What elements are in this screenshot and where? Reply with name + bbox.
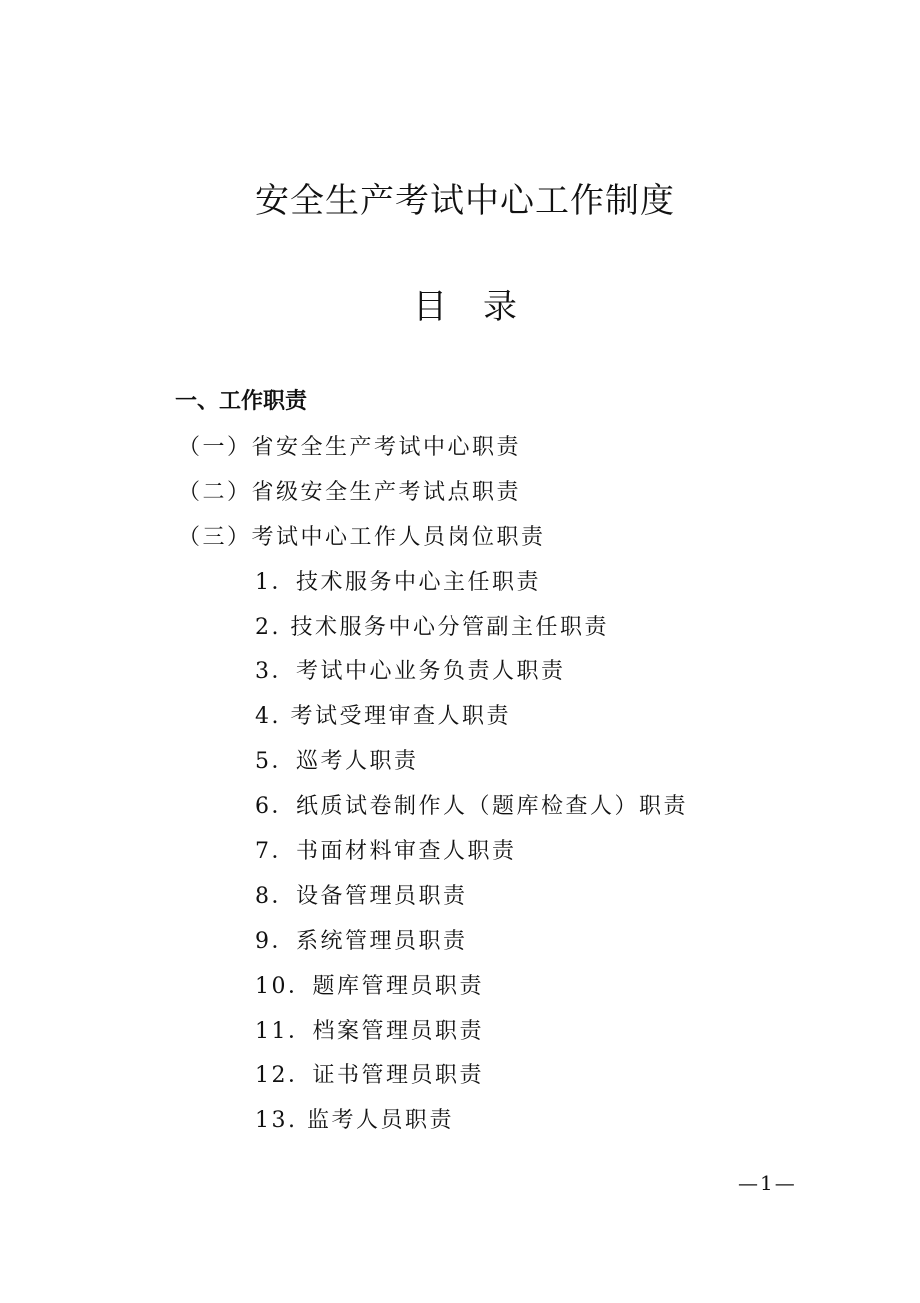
toc-item: （一）省安全生产考试中心职责 (178, 435, 522, 460)
toc-item: 4. 考试受理审查人职责 (255, 704, 511, 730)
toc-item: （三）考试中心工作人员岗位职责 (178, 524, 546, 550)
page-number: —1— (738, 1171, 797, 1195)
toc-item: 5．巡考人职责 (255, 749, 419, 775)
toc-item: 12．证书管理员职责 (255, 1063, 484, 1089)
toc-item: 13. 监考人员职责 (255, 1108, 454, 1134)
toc-title-char-1: 目 (413, 287, 447, 327)
toc-item: 6．纸质试卷制作人（题库检查人）职责 (255, 794, 688, 820)
toc-item: （二）省级安全生产考试点职责 (178, 479, 522, 505)
toc-item: 8．设备管理员职责 (255, 883, 468, 909)
toc-title (0, 282, 920, 332)
toc-list (0, 428, 920, 1146)
toc-item: 9．系统管理员职责 (255, 928, 468, 954)
toc-item: 11．档案管理员职责 (255, 1018, 484, 1044)
toc-item: 3．考试中心业务负责人职责 (255, 659, 566, 685)
section-heading: 一、工作职责 (175, 389, 308, 414)
toc-item: 7．书面材料审查人职责 (255, 839, 517, 865)
toc-item: 10．题库管理员职责 (255, 973, 484, 999)
document-title: 安全生产考试中心工作制度 (255, 181, 675, 221)
toc-item: 2. 技术服务中心分管副主任职责 (255, 614, 609, 640)
toc-title-char-2: 录 (483, 287, 517, 327)
toc-item: 1．技术服务中心主任职责 (255, 569, 541, 595)
